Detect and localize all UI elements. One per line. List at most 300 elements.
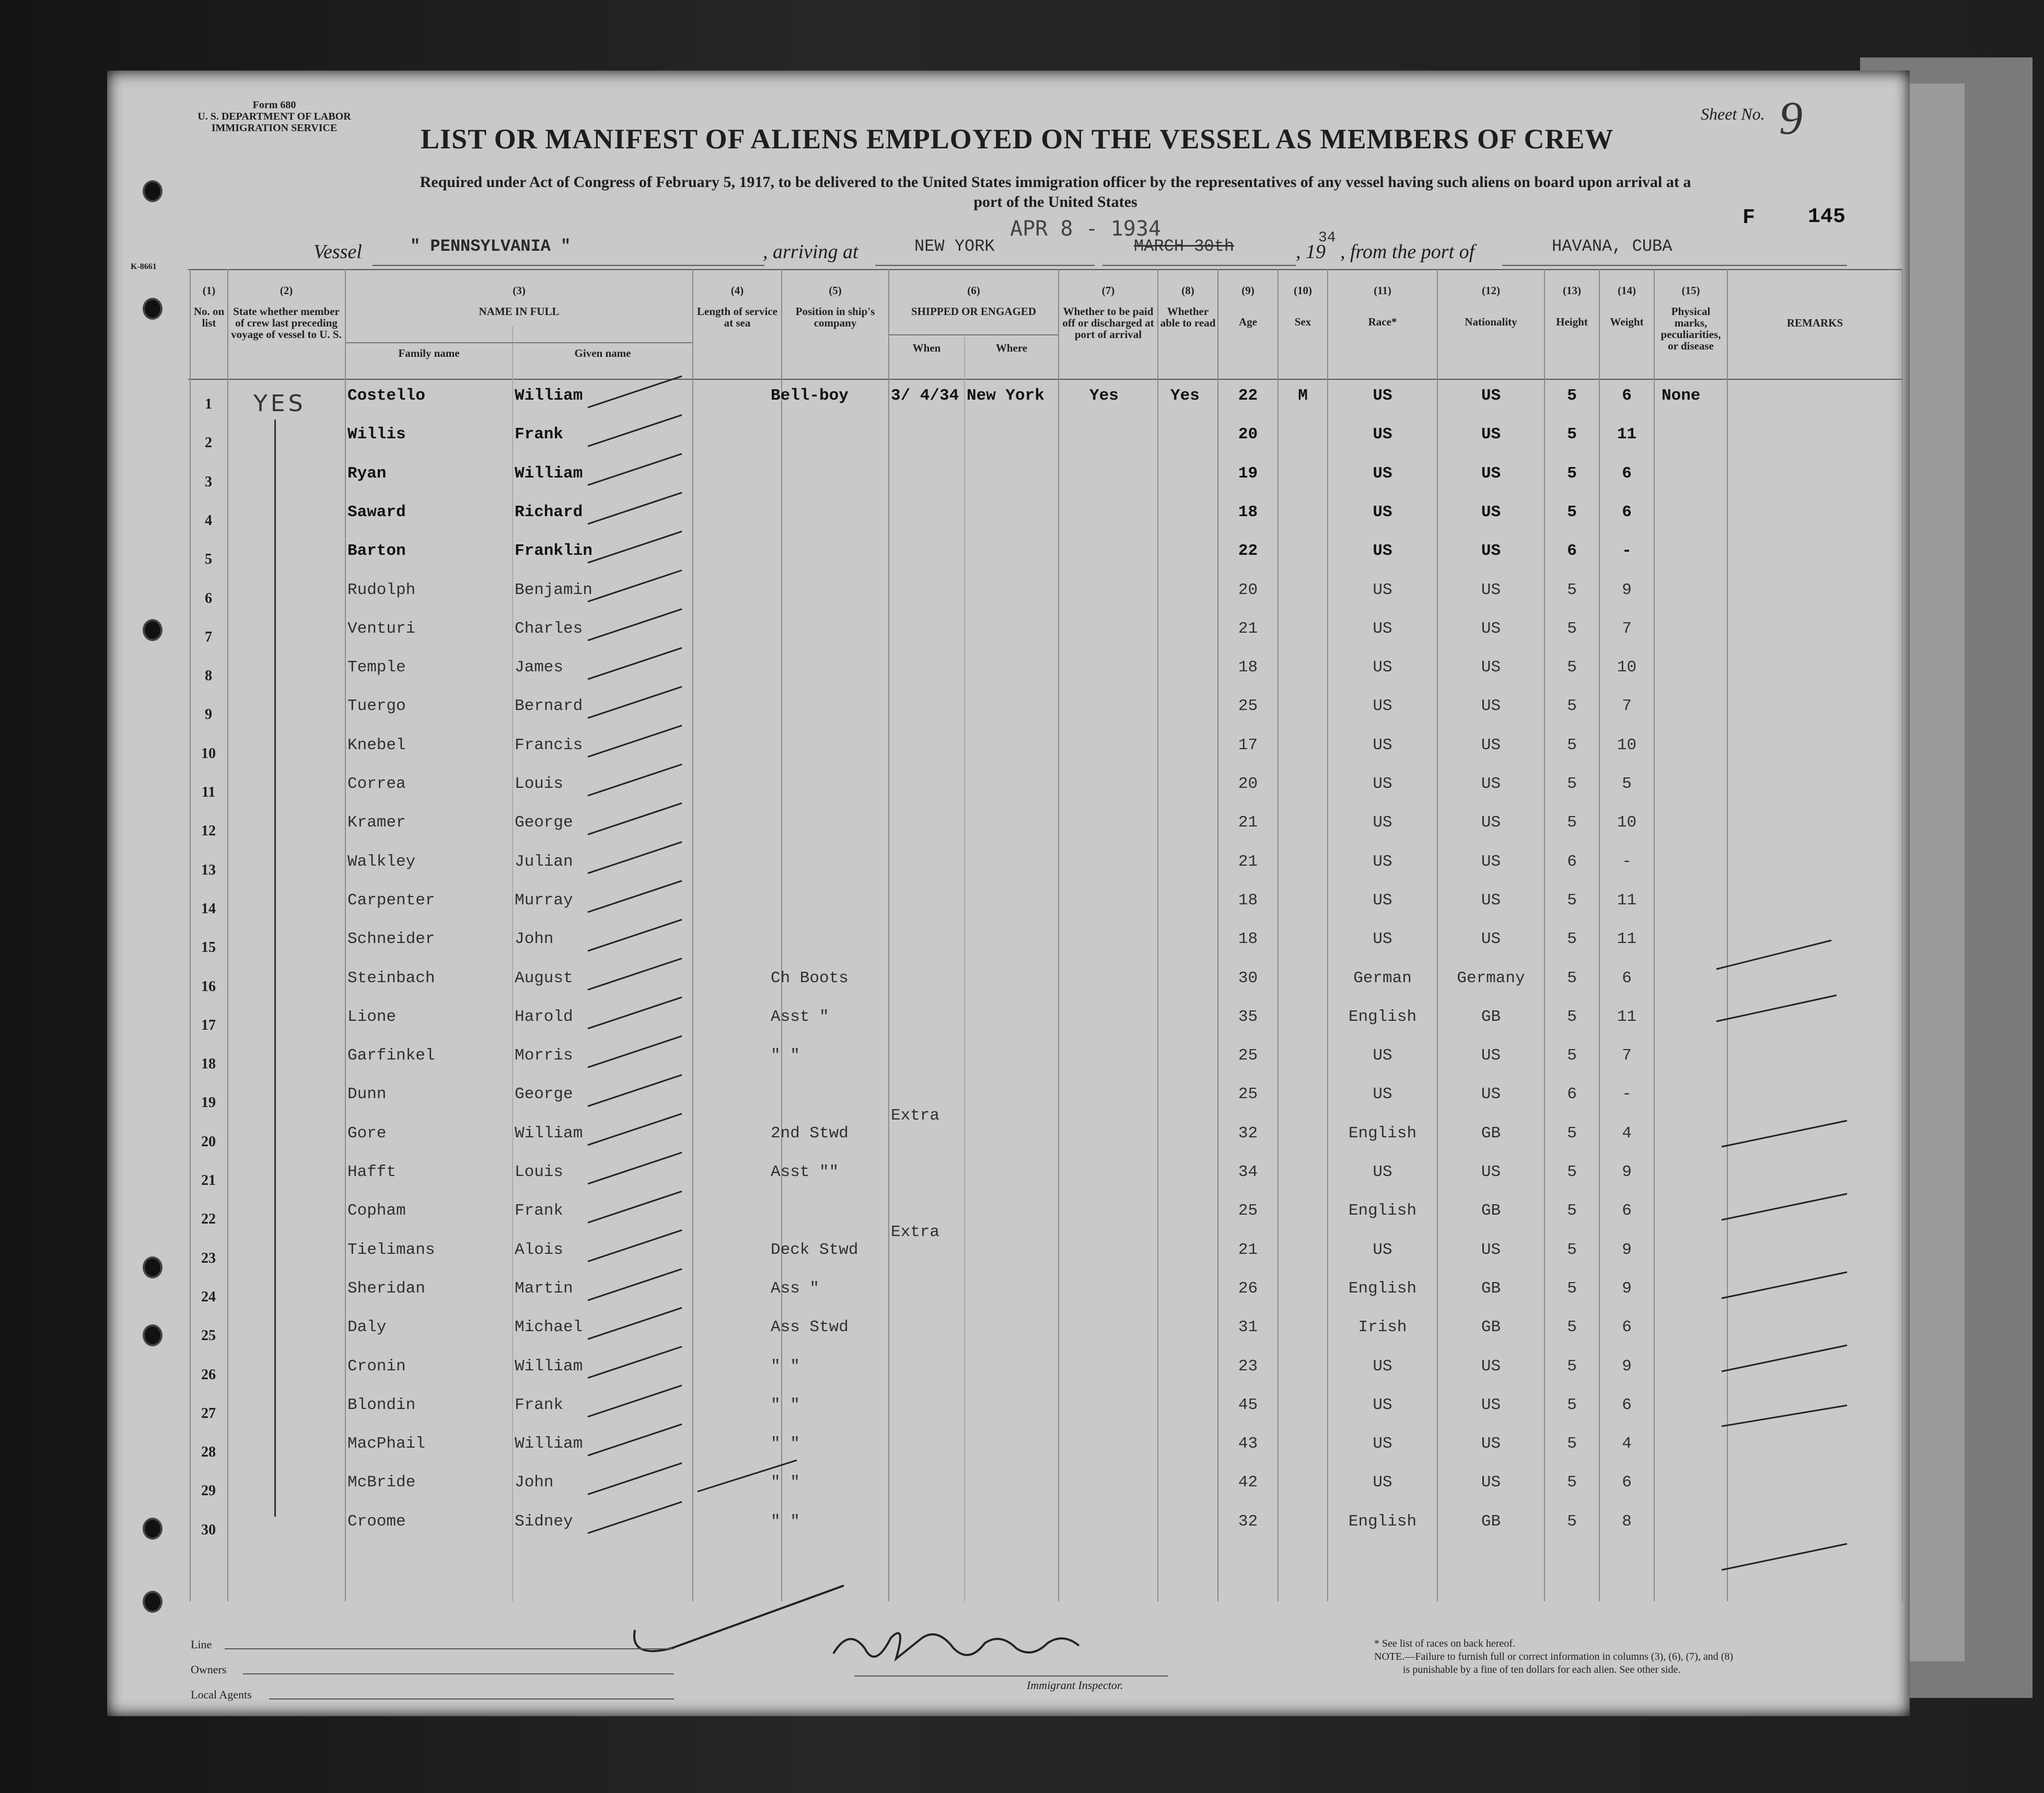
cell-height: 6 bbox=[1567, 542, 1577, 561]
cell-weight: 11 bbox=[1617, 891, 1637, 910]
col6-label: SHIPPED OR ENGAGED bbox=[911, 305, 1037, 318]
line-label: Line bbox=[191, 1638, 212, 1651]
date-stamp: APR 8 - 1934 bbox=[1010, 217, 1161, 241]
cell-where: New York bbox=[967, 387, 1044, 405]
given-name-tick bbox=[588, 997, 682, 1029]
cell-race: US bbox=[1373, 1240, 1392, 1259]
cell-age: 31 bbox=[1238, 1318, 1258, 1337]
cell-age: 22 bbox=[1238, 387, 1258, 405]
cell-family: Venturi bbox=[347, 619, 416, 638]
cell-when: 3/ 4/34 bbox=[891, 387, 959, 405]
cell-height: 5 bbox=[1567, 1007, 1577, 1026]
cell-height: 5 bbox=[1567, 1357, 1577, 1376]
manifest-sheet bbox=[107, 71, 1910, 1716]
col11-label: Race* bbox=[1368, 316, 1397, 328]
cell-family: Steinbach bbox=[347, 969, 435, 987]
cell-nationality: Germany bbox=[1457, 969, 1525, 987]
cell-given: Sidney bbox=[515, 1512, 573, 1531]
cell-height: 5 bbox=[1567, 891, 1577, 910]
cell-position: " " bbox=[771, 1395, 800, 1414]
row-number: 20 bbox=[201, 1133, 216, 1150]
cell-position: Asst " bbox=[771, 1007, 829, 1026]
cell-family: Schneider bbox=[347, 930, 435, 949]
given-name-tick bbox=[588, 648, 682, 679]
cell-nationality: US bbox=[1481, 1435, 1501, 1453]
service-name: IMMIGRATION SERVICE bbox=[211, 122, 338, 134]
cell-race: US bbox=[1373, 930, 1392, 949]
page-title: LIST OR MANIFEST OF ALIENS EMPLOYED ON THE VESSEL AS MEMBERS OF CREW bbox=[421, 123, 1614, 155]
given-name-tick bbox=[588, 1347, 682, 1378]
cell-age: 20 bbox=[1238, 580, 1258, 599]
row-number: 18 bbox=[201, 1056, 216, 1073]
row-number: 24 bbox=[201, 1288, 216, 1305]
cell-race: German bbox=[1353, 969, 1412, 987]
requirement-line-1: Required under Act of Congress of February 5, 1917, to be delivered to the United States immigration officer by the representatives of any vessel having such aliens on board upon arrival at a bbox=[420, 173, 1691, 191]
row-number: 3 bbox=[205, 473, 212, 490]
cell-race: US bbox=[1373, 813, 1392, 832]
cell-weight: - bbox=[1622, 1085, 1632, 1104]
cell-race: US bbox=[1373, 1046, 1392, 1065]
cell-nationality: US bbox=[1481, 736, 1501, 754]
cell-family: Willis bbox=[347, 425, 406, 444]
row-number: 22 bbox=[201, 1211, 216, 1228]
cell-age: 25 bbox=[1238, 1202, 1258, 1220]
cell-height: 5 bbox=[1567, 1163, 1577, 1181]
cell-race: US bbox=[1373, 580, 1392, 599]
cell-family: Blondin bbox=[347, 1395, 416, 1414]
cell-nationality: US bbox=[1481, 930, 1501, 949]
col2-handwritten-entry: YES bbox=[253, 390, 306, 417]
col5-number: (5) bbox=[829, 284, 842, 297]
cell-race: US bbox=[1373, 1357, 1392, 1376]
cell-age: 32 bbox=[1238, 1512, 1258, 1531]
cell-position: " " bbox=[771, 1435, 800, 1453]
given-name-tick bbox=[588, 1424, 682, 1456]
cell-nationality: GB bbox=[1481, 1202, 1501, 1220]
row-number: 13 bbox=[201, 861, 216, 878]
cell-position: " " bbox=[771, 1046, 800, 1065]
given-name-tick bbox=[588, 1269, 682, 1300]
cell-nationality: US bbox=[1481, 1473, 1501, 1492]
cell-height: 5 bbox=[1567, 736, 1577, 754]
large-check-mark bbox=[634, 1586, 844, 1651]
vessel-label: Vessel bbox=[313, 241, 362, 263]
cell-age: 21 bbox=[1238, 619, 1258, 638]
cell-age: 25 bbox=[1238, 1085, 1258, 1104]
year-suffix: 34 bbox=[1318, 230, 1336, 246]
given-name-tick bbox=[588, 609, 682, 641]
col7-label: Whether to be paid off or discharged at port of arrival bbox=[1062, 305, 1154, 341]
given-name-tick bbox=[588, 1502, 682, 1533]
cell-given: William bbox=[515, 1435, 583, 1453]
cell-given: George bbox=[515, 813, 573, 832]
cell-given: William bbox=[515, 464, 583, 483]
cell-race: US bbox=[1373, 1085, 1392, 1104]
cell-sex: M bbox=[1298, 387, 1308, 405]
cell-given: August bbox=[515, 969, 573, 987]
col2-label: State whether member of crew last preceding voyage of vessel to U. S. bbox=[231, 305, 342, 341]
cell-given: Frank bbox=[515, 425, 564, 444]
cell-position: Deck Stwd bbox=[771, 1240, 858, 1259]
cell-age: 26 bbox=[1238, 1279, 1258, 1298]
cell-given: Benjamin bbox=[515, 580, 593, 599]
cell-height: 5 bbox=[1567, 969, 1577, 987]
given-name-tick bbox=[588, 376, 682, 408]
given-name-tick bbox=[588, 493, 682, 524]
cell-nationality: US bbox=[1481, 658, 1501, 677]
col11-number: (11) bbox=[1374, 284, 1391, 297]
cell-height: 5 bbox=[1567, 1395, 1577, 1414]
given-name-tick bbox=[588, 803, 682, 834]
cell-given: James bbox=[515, 658, 564, 677]
arriving-port: NEW YORK bbox=[914, 237, 995, 256]
cell-family: Walkley bbox=[347, 852, 416, 871]
cell-weight: - bbox=[1622, 852, 1632, 871]
inspector-label: Immigrant Inspector. bbox=[1027, 1679, 1123, 1692]
col4-label: Length of service at sea bbox=[697, 305, 777, 329]
col14-label: Weight bbox=[1610, 316, 1644, 328]
cell-age: 20 bbox=[1238, 775, 1258, 793]
cell-age: 19 bbox=[1238, 464, 1258, 483]
form-code: K-8661 bbox=[131, 262, 157, 271]
owners-underline bbox=[243, 1673, 674, 1674]
cell-given: Murray bbox=[515, 891, 573, 910]
cell-age: 18 bbox=[1238, 891, 1258, 910]
row-number: 14 bbox=[201, 900, 216, 917]
page-stamp: 145 bbox=[1808, 205, 1846, 229]
cell-given: John bbox=[515, 930, 554, 949]
cell-marks: None bbox=[1662, 387, 1701, 405]
cell-weight: 9 bbox=[1622, 580, 1632, 599]
row-number: 27 bbox=[201, 1405, 216, 1422]
row-number: 28 bbox=[201, 1444, 216, 1461]
cell-weight: 11 bbox=[1617, 425, 1637, 444]
cell-age: 25 bbox=[1238, 697, 1258, 716]
cell-age: 21 bbox=[1238, 1240, 1258, 1259]
row-number: 8 bbox=[205, 668, 212, 684]
cell-family: Copham bbox=[347, 1202, 406, 1220]
cell-age: 22 bbox=[1238, 542, 1258, 561]
cell-family: Tuergo bbox=[347, 697, 406, 716]
marks-ticks bbox=[1716, 940, 1847, 1570]
cell-family: McBride bbox=[347, 1473, 416, 1492]
cell-nationality: US bbox=[1481, 1240, 1501, 1259]
col15-label: Physical marks, peculiarities, or disease bbox=[1660, 305, 1721, 352]
cell-age: 43 bbox=[1238, 1435, 1258, 1453]
row-number: 11 bbox=[201, 784, 216, 800]
cell-nationality: US bbox=[1481, 542, 1501, 561]
row-number: 7 bbox=[205, 628, 212, 645]
cell-family: Sheridan bbox=[347, 1279, 425, 1298]
cell-height: 5 bbox=[1567, 503, 1577, 521]
cell-family: Ryan bbox=[347, 464, 387, 483]
cell-position: Ass Stwd bbox=[771, 1318, 849, 1337]
cell-position: Bell-boy bbox=[771, 387, 849, 405]
cell-weight: 6 bbox=[1622, 387, 1632, 405]
cell-age: 20 bbox=[1238, 425, 1258, 444]
cell-race: English bbox=[1348, 1279, 1417, 1298]
cell-height: 5 bbox=[1567, 930, 1577, 949]
cell-weight: 7 bbox=[1622, 1046, 1632, 1065]
given-name-tick bbox=[588, 454, 682, 485]
cell-height: 5 bbox=[1567, 1512, 1577, 1531]
cell-given: Martin bbox=[515, 1279, 573, 1298]
col3-label: NAME IN FULL bbox=[479, 305, 560, 318]
col14-number: (14) bbox=[1618, 284, 1636, 297]
cell-weight: 7 bbox=[1622, 619, 1632, 638]
cell-race: English bbox=[1348, 1007, 1417, 1026]
cell-given: Louis bbox=[515, 775, 564, 793]
cell-family: Gore bbox=[347, 1124, 387, 1143]
row-number: 5 bbox=[205, 551, 212, 568]
row-number: 4 bbox=[205, 512, 212, 529]
cell-nationality: US bbox=[1481, 1357, 1501, 1376]
note-failure: NOTE.—Failure to furnish full or correct information in columns (3), (6), (7), and (8) bbox=[1374, 1651, 1734, 1662]
cell-family: Saward bbox=[347, 503, 406, 521]
given-name-tick bbox=[588, 531, 682, 563]
cell-race: Irish bbox=[1358, 1318, 1407, 1337]
row-number: 12 bbox=[201, 823, 216, 840]
cell-given: William bbox=[515, 1357, 583, 1376]
cell-race: US bbox=[1373, 425, 1392, 444]
cell-family: Costello bbox=[347, 387, 425, 405]
signature-underline bbox=[854, 1675, 1168, 1676]
cell-position-extra: Extra bbox=[891, 1106, 940, 1125]
given-name-tick bbox=[588, 1036, 682, 1067]
cell-weight: 6 bbox=[1622, 503, 1632, 521]
cell-height: 5 bbox=[1567, 658, 1577, 677]
given-name-tick bbox=[588, 919, 682, 951]
given-name-tick bbox=[588, 1386, 682, 1417]
col1-label: No. on list bbox=[193, 305, 225, 329]
cell-age: 18 bbox=[1238, 503, 1258, 521]
cell-height: 5 bbox=[1567, 1473, 1577, 1492]
cell-race: US bbox=[1373, 464, 1392, 483]
note-fine: is punishable by a fine of ten dollars for each alien. See other side. bbox=[1403, 1664, 1681, 1675]
cell-race: US bbox=[1373, 736, 1392, 754]
given-name-tick bbox=[588, 1308, 682, 1339]
cell-race: US bbox=[1373, 891, 1392, 910]
cell-given: Charles bbox=[515, 619, 583, 638]
cell-age: 23 bbox=[1238, 1357, 1258, 1376]
cell-nationality: US bbox=[1481, 425, 1501, 444]
cell-height: 5 bbox=[1567, 1240, 1577, 1259]
cell-given: Alois bbox=[515, 1240, 564, 1259]
cell-position-extra: Extra bbox=[891, 1222, 940, 1241]
cell-given: Julian bbox=[515, 852, 573, 871]
col3-number: (3) bbox=[513, 284, 526, 297]
cell-position: Ch Boots bbox=[771, 969, 849, 987]
cell-family: Croome bbox=[347, 1512, 406, 1531]
cell-age: 35 bbox=[1238, 1007, 1258, 1026]
cell-nationality: US bbox=[1481, 891, 1501, 910]
cell-height: 5 bbox=[1567, 1202, 1577, 1220]
cell-nationality: US bbox=[1481, 387, 1501, 405]
cell-given: Bernard bbox=[515, 697, 583, 716]
cell-nationality: US bbox=[1481, 1085, 1501, 1104]
cell-height: 5 bbox=[1567, 1279, 1577, 1298]
cell-race: English bbox=[1348, 1124, 1417, 1143]
inspector-signature bbox=[818, 1617, 1236, 1685]
cell-family: Correa bbox=[347, 775, 406, 793]
cell-family: Barton bbox=[347, 542, 406, 561]
agents-underline bbox=[269, 1698, 674, 1699]
cell-family: Lione bbox=[347, 1007, 397, 1026]
cell-height: 5 bbox=[1567, 1046, 1577, 1065]
given-name-tick bbox=[588, 842, 682, 874]
cell-given: Frank bbox=[515, 1395, 564, 1414]
cell-height: 5 bbox=[1567, 1318, 1577, 1337]
year-prefix: , 19 bbox=[1296, 241, 1326, 263]
cell-weight: 4 bbox=[1622, 1435, 1632, 1453]
cell-weight: 6 bbox=[1622, 969, 1632, 987]
cell-height: 5 bbox=[1567, 1124, 1577, 1143]
remarks-header: REMARKS bbox=[1786, 317, 1843, 329]
department-name: U. S. DEPARTMENT OF LABOR bbox=[198, 111, 351, 122]
cell-nationality: US bbox=[1481, 580, 1501, 599]
cell-height: 5 bbox=[1567, 619, 1577, 638]
cell-weight: 6 bbox=[1622, 1473, 1632, 1492]
given-name-tick bbox=[588, 570, 682, 602]
cell-given: George bbox=[515, 1085, 573, 1104]
col8-label: Whether able to read bbox=[1160, 305, 1216, 329]
col5-label: Position in ship's company bbox=[795, 305, 875, 329]
row-number: 17 bbox=[201, 1017, 216, 1033]
col13-label: Height bbox=[1556, 316, 1588, 328]
col8-number: (8) bbox=[1181, 284, 1194, 297]
cell-age: 18 bbox=[1238, 658, 1258, 677]
cell-weight: 10 bbox=[1617, 658, 1637, 677]
col13-number: (13) bbox=[1563, 284, 1581, 297]
row-number: 16 bbox=[201, 978, 216, 995]
row-number: 26 bbox=[201, 1366, 216, 1383]
col7-number: (7) bbox=[1101, 284, 1115, 297]
given-name-tick bbox=[588, 1191, 682, 1222]
cell-age: 21 bbox=[1238, 813, 1258, 832]
row-number: 15 bbox=[201, 939, 216, 956]
cell-position: Ass " bbox=[771, 1279, 820, 1298]
cell-nationality: GB bbox=[1481, 1318, 1501, 1337]
cell-race: English bbox=[1348, 1202, 1417, 1220]
cell-family: Garfinkel bbox=[347, 1046, 435, 1065]
col10-number: (10) bbox=[1294, 284, 1312, 297]
cell-weight: 6 bbox=[1622, 1202, 1632, 1220]
owners-label: Owners bbox=[191, 1663, 227, 1676]
cell-race: US bbox=[1373, 503, 1392, 521]
col12-number: (12) bbox=[1482, 284, 1500, 297]
given-name-tick bbox=[588, 726, 682, 757]
cell-age: 32 bbox=[1238, 1124, 1258, 1143]
cell-race: US bbox=[1373, 1435, 1392, 1453]
row-number: 21 bbox=[201, 1172, 216, 1189]
cell-weight: 10 bbox=[1617, 813, 1637, 832]
cell-weight: 9 bbox=[1622, 1279, 1632, 1298]
cell-nationality: US bbox=[1481, 464, 1501, 483]
cell-race: US bbox=[1373, 697, 1392, 716]
cell-race: US bbox=[1373, 1473, 1392, 1492]
cell-race: US bbox=[1373, 619, 1392, 638]
cell-given: Morris bbox=[515, 1046, 573, 1065]
sheet-number: 9 bbox=[1779, 92, 1803, 144]
cell-given: William bbox=[515, 387, 583, 405]
cell-nationality: US bbox=[1481, 697, 1501, 716]
cell-family: Dunn bbox=[347, 1085, 387, 1104]
requirement-line-2: port of the United States bbox=[973, 193, 1137, 211]
cell-race: US bbox=[1373, 1163, 1392, 1181]
row-number: 19 bbox=[201, 1095, 216, 1111]
cell-race: US bbox=[1373, 542, 1392, 561]
cell-nationality: US bbox=[1481, 1163, 1501, 1181]
col3a-header: Family name bbox=[398, 347, 460, 359]
cell-height: 5 bbox=[1567, 813, 1577, 832]
row-number: 25 bbox=[201, 1328, 216, 1344]
cell-position: Asst "" bbox=[771, 1163, 839, 1181]
cell-weight: 9 bbox=[1622, 1240, 1632, 1259]
cell-family: MacPhail bbox=[347, 1435, 425, 1453]
cell-nationality: GB bbox=[1481, 1512, 1501, 1531]
col10-label: Sex bbox=[1294, 316, 1311, 328]
page-mark: F bbox=[1743, 206, 1756, 230]
note-races: * See list of races on back hereof. bbox=[1374, 1638, 1515, 1649]
row-number: 9 bbox=[205, 706, 212, 723]
row-number: 10 bbox=[201, 745, 216, 762]
cell-family: Carpenter bbox=[347, 891, 435, 910]
cell-family: Temple bbox=[347, 658, 406, 677]
cell-weight: 11 bbox=[1617, 930, 1637, 949]
cell-family: Cronin bbox=[347, 1357, 406, 1376]
cell-age: 17 bbox=[1238, 736, 1258, 754]
cell-position: " " bbox=[771, 1512, 800, 1531]
given-name-tick bbox=[588, 1230, 682, 1262]
cell-family: Tielimans bbox=[347, 1240, 435, 1259]
struck-date: MARCH 30th bbox=[1134, 237, 1235, 256]
cell-nationality: US bbox=[1481, 619, 1501, 638]
sheet-label: Sheet No. bbox=[1701, 104, 1765, 123]
cell-family: Rudolph bbox=[347, 580, 416, 599]
cell-race: US bbox=[1373, 658, 1392, 677]
cell-weight: 11 bbox=[1617, 1007, 1637, 1026]
cell-given: Louis bbox=[515, 1163, 564, 1181]
given-name-tick bbox=[588, 1152, 682, 1184]
row-number: 30 bbox=[201, 1521, 216, 1538]
cell-weight: 9 bbox=[1622, 1163, 1632, 1181]
col3b-header: Given name bbox=[574, 347, 631, 359]
cell-weight: 9 bbox=[1622, 1357, 1632, 1376]
cell-nationality: GB bbox=[1481, 1007, 1501, 1026]
cell-family: Daly bbox=[347, 1318, 387, 1337]
from-label: , from the port of bbox=[1340, 241, 1475, 263]
cell-position: " " bbox=[771, 1473, 800, 1492]
from-port: HAVANA, CUBA bbox=[1552, 237, 1673, 256]
position-tick bbox=[698, 1460, 797, 1492]
cell-race: US bbox=[1373, 1395, 1392, 1414]
given-name-tick bbox=[588, 1075, 682, 1106]
vessel-name: " PENNSYLVANIA " bbox=[410, 237, 571, 256]
cell-weight: 10 bbox=[1617, 736, 1637, 754]
cell-given: Richard bbox=[515, 503, 583, 521]
col1-number: (1) bbox=[202, 284, 216, 297]
row-number: 23 bbox=[201, 1250, 216, 1266]
cell-given: Michael bbox=[515, 1318, 583, 1337]
cell-race: US bbox=[1373, 775, 1392, 793]
cell-age: 30 bbox=[1238, 969, 1258, 987]
cell-weight: 6 bbox=[1622, 1395, 1632, 1414]
line-underline bbox=[225, 1648, 674, 1649]
cell-height: 5 bbox=[1567, 387, 1577, 405]
cell-age: 45 bbox=[1238, 1395, 1258, 1414]
cell-given: Franklin bbox=[515, 542, 593, 561]
given-name-tick bbox=[588, 1114, 682, 1145]
